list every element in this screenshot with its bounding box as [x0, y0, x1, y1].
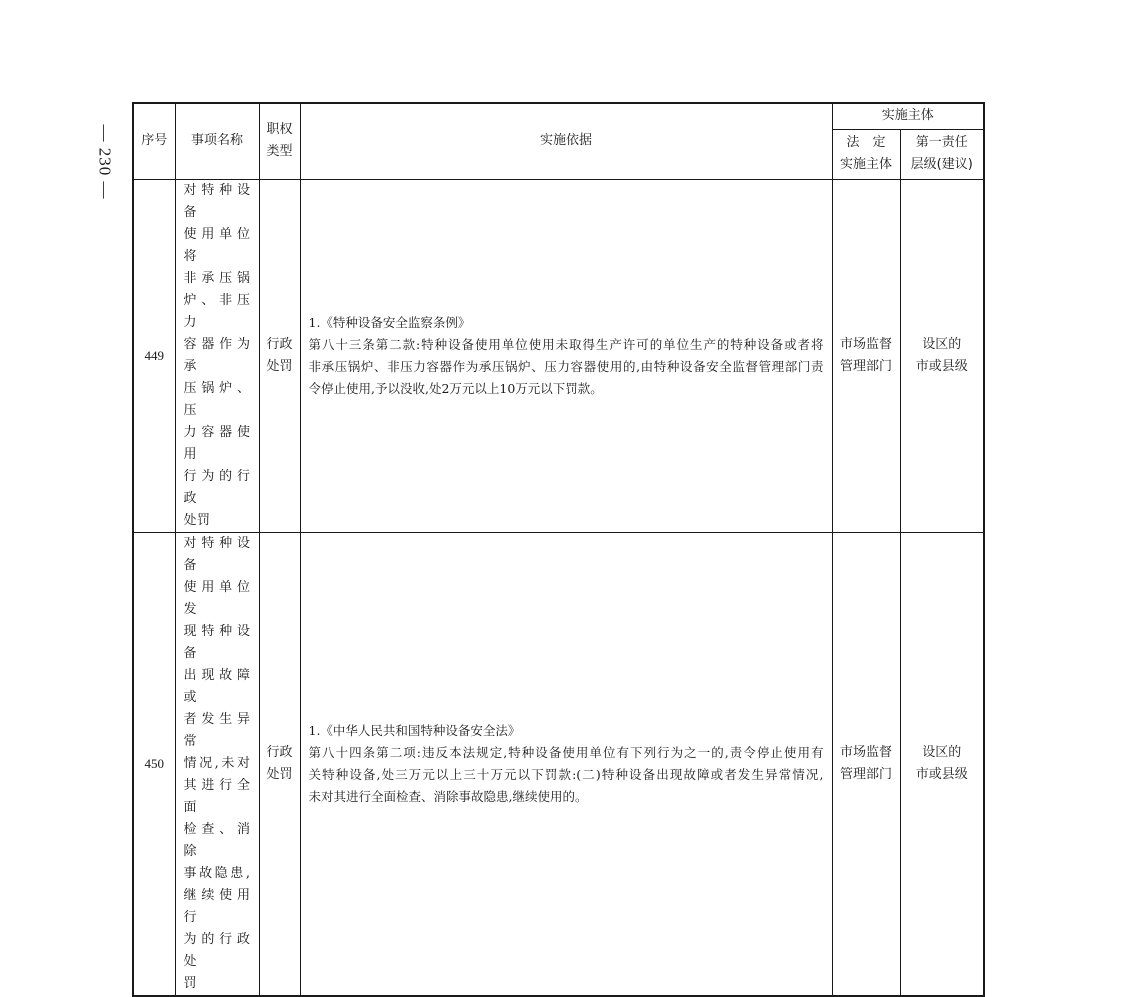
- name-line: 炉、非压力: [183, 292, 251, 330]
- first-level-line: 设区的: [922, 336, 962, 352]
- row-legal-subject: [832, 179, 900, 532]
- header-legal-subject-line-2: 实施主体: [839, 157, 892, 172]
- type-line: 处罚: [266, 358, 293, 374]
- header-seq: 序号: [133, 103, 175, 179]
- basis-line: 第八十四条第二项:违反本法规定,特种设备使用单位有下列行为之一的,责令停止使用有: [308, 744, 824, 760]
- row-legal-subject: [832, 532, 900, 996]
- row-basis: [300, 179, 832, 532]
- page-number-text: — 230 —: [95, 124, 114, 200]
- header-legal-subject: [832, 129, 900, 179]
- header-basis: 实施依据: [300, 103, 832, 179]
- legal-subject-line: 市场监督: [839, 336, 892, 352]
- name-line: 情况,未对: [183, 755, 251, 771]
- table-row: [133, 532, 984, 996]
- name-line: 事故隐患,: [183, 865, 251, 881]
- row-first-level: [900, 532, 984, 996]
- row-seq: 450: [133, 532, 175, 996]
- basis-line: 1.《中华人民共和国特种设备安全法》: [308, 722, 521, 738]
- name-line: 检查、消除: [183, 821, 251, 859]
- row-item-name: [175, 179, 259, 532]
- basis-line: 令停止使用,予以没收,处2万元以上10万元以下罚款。: [308, 380, 603, 396]
- row-basis: [300, 532, 832, 996]
- name-line: 处罚: [183, 512, 211, 528]
- name-line: 行为的行政: [183, 468, 251, 506]
- row-power-type: [259, 179, 300, 532]
- name-line: 力容器使用: [183, 424, 251, 462]
- first-level-line: 设区的: [922, 744, 962, 760]
- row-power-type: [259, 532, 300, 996]
- header-item-name: 事项名称: [175, 103, 259, 179]
- legal-subject-line: 市场监督: [839, 744, 892, 760]
- legal-subject-line: 管理部门: [839, 358, 892, 374]
- name-line: 使用单位发: [183, 579, 251, 617]
- row-item-name: [175, 532, 259, 996]
- name-line: 使用单位将: [183, 226, 251, 264]
- row-first-level: [900, 179, 984, 532]
- row-seq: 449: [133, 179, 175, 532]
- table-row: [133, 179, 984, 532]
- name-line: 对特种设备: [183, 182, 251, 220]
- type-line: 行政: [266, 744, 293, 760]
- name-line: 其进行全面: [183, 777, 251, 815]
- header-first-level-line-1: 第一责任: [915, 135, 968, 150]
- first-level-line: 市或县级: [915, 766, 968, 782]
- name-line: 继续使用行: [183, 887, 251, 925]
- enforcement-table: [132, 102, 985, 997]
- header-first-level-line-2: 层级(建议): [910, 157, 973, 172]
- name-line: 对特种设备: [183, 535, 251, 573]
- header-power-type-line-1: 职权: [266, 122, 293, 138]
- name-line: 非承压锅: [183, 270, 251, 286]
- first-level-line: 市或县级: [915, 358, 968, 374]
- header-subject: 实施主体: [832, 103, 984, 129]
- basis-line: 未对其进行全面检查、消除事故隐患,继续使用的。: [308, 788, 588, 804]
- basis-line: 关特种设备,处三万元以上三十万元以下罚款:(二)特种设备出现故障或者发生异常情况,: [308, 766, 824, 782]
- basis-line: 1.《特种设备安全监察条例》: [308, 314, 471, 330]
- type-line: 处罚: [266, 766, 293, 782]
- name-line: 者发生异常: [183, 711, 251, 749]
- name-line: 容器作为承: [183, 336, 251, 374]
- name-line: 现特种设备: [183, 623, 251, 661]
- name-line: 出现故障或: [183, 667, 251, 705]
- page-number: [84, 112, 124, 212]
- header-row-top: [133, 103, 984, 129]
- header-legal-subject-line-1: 法 定: [846, 135, 886, 150]
- basis-line: 第八十三条第二款:特种设备使用单位使用未取得生产许可的单位生产的特种设备或者将: [308, 336, 824, 352]
- name-line: 压锅炉、压: [183, 380, 251, 418]
- header-power-type-line-2: 类型: [266, 144, 293, 160]
- header-power-type: [259, 103, 300, 179]
- basis-line: 非承压锅炉、非压力容器作为承压锅炉、压力容器使用的,由特种设备安全监督管理部门责: [308, 358, 824, 374]
- name-line: 罚: [183, 975, 198, 991]
- name-line: 为的行政处: [183, 931, 251, 969]
- legal-subject-line: 管理部门: [839, 766, 892, 782]
- header-first-level: [900, 129, 984, 179]
- type-line: 行政: [266, 336, 293, 352]
